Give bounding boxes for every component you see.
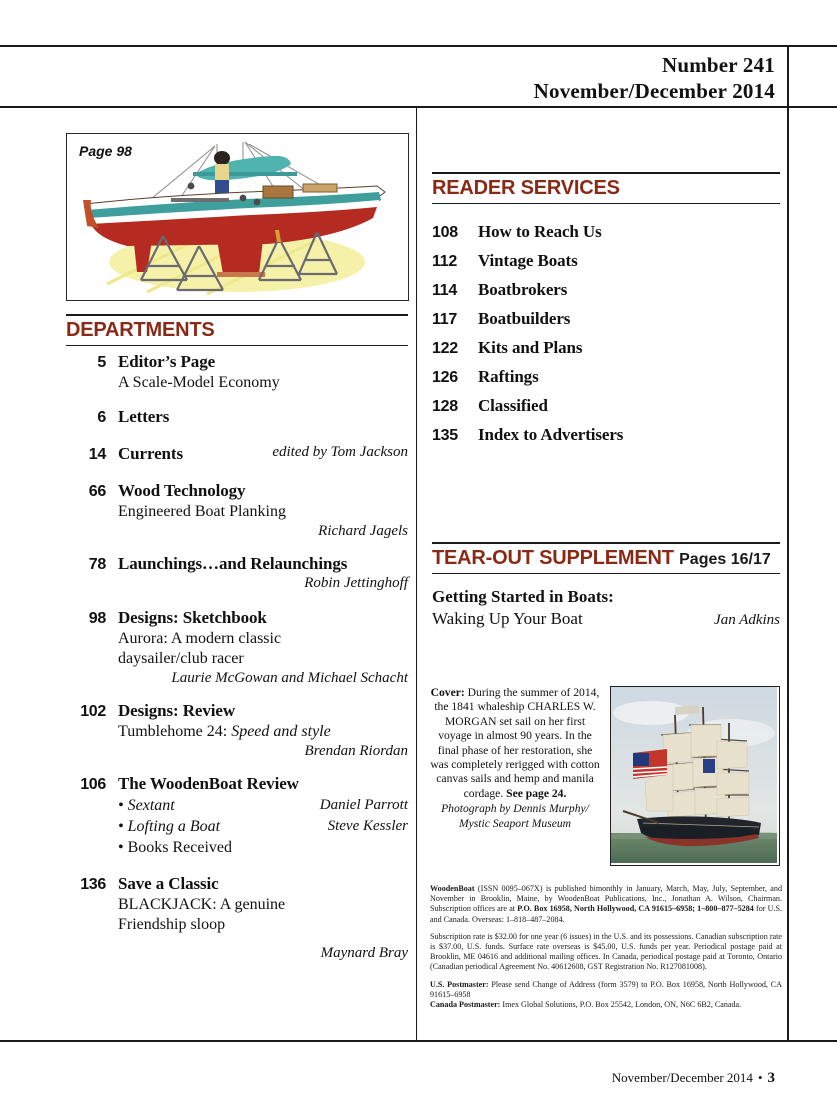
supplement-pages: Pages 16/17	[679, 551, 771, 568]
toc-entry-subtitle: Engineered Boat Planking	[118, 503, 286, 520]
reader-services-label: How to Reach Us	[478, 222, 602, 241]
toc-bullet-item	[118, 795, 408, 816]
supplement-author: Jan Adkins	[714, 612, 780, 628]
toc-entry[interactable]	[66, 608, 408, 687]
reader-services-item[interactable]	[432, 425, 780, 445]
reader-services-label: Boatbrokers	[478, 280, 568, 299]
toc-bullet-author: Daniel Parrott	[319, 797, 408, 813]
reader-services-page: 117	[432, 311, 457, 328]
cover-caption-text-1: During the summer of 2014, the 1841 whaleship	[434, 686, 600, 714]
toc-entry-author: Laurie McGowan and Michael Schacht	[171, 670, 408, 686]
reader-services-page: 122	[432, 340, 458, 357]
page-right-border	[787, 45, 789, 1042]
toc-entry-title: Currents	[118, 444, 183, 463]
publication-fine-print	[430, 884, 782, 1017]
reader-services-item[interactable]	[432, 396, 780, 416]
masthead	[534, 52, 775, 105]
departments-heading: DEPARTMENTS	[66, 319, 215, 341]
column-divider-rule	[416, 108, 417, 1040]
toc-entry[interactable]	[66, 407, 408, 427]
reader-services-page: 135	[432, 427, 458, 444]
toc-entry-author: Maynard Bray	[320, 945, 408, 961]
reader-services-rule-bottom	[432, 203, 780, 204]
supplement-subtitle: Waking Up Your Boat	[432, 609, 583, 628]
toc-bullet-text: • Lofting a Boat	[118, 818, 221, 835]
departments-rule-bottom	[66, 345, 408, 346]
cover-ship-name: CHARLES W. MORGAN	[444, 700, 596, 728]
fine-print-text-1c: for U.S. and Canada. Overseas: 1–818–487–2084.	[430, 904, 783, 924]
supplement-rule-bottom	[432, 573, 780, 574]
reader-services-label: Vintage Boats	[478, 251, 578, 270]
toc-entry-page: 5	[97, 354, 106, 371]
toc-entry-title: Designs: Review	[118, 701, 236, 720]
cover-photo	[610, 686, 780, 866]
toc-subtitle-plain: Tumblehome 24:	[118, 723, 232, 740]
cover-caption-text-2: set sail on her first voyage in almost 90 years. In the final phase of her restoration, she was completely rerigged with cotton canvas sails and hemp and manila cordage.	[430, 714, 600, 800]
toc-entry-title: Letters	[118, 407, 170, 426]
toc-entry[interactable]	[66, 701, 408, 760]
reader-services-list	[432, 222, 780, 454]
toc-entry[interactable]	[66, 352, 408, 393]
toc-subtitle-italic: Speed and style	[231, 723, 331, 740]
fine-print-para-3	[430, 980, 782, 1011]
toc-entry-author: Robin Jettinghoff	[304, 575, 408, 591]
reader-services-heading: READER SERVICES	[432, 177, 620, 199]
toc-entry-title: The WoodenBoat Review	[118, 774, 299, 793]
fine-print-text-1a: (ISSN 0095–067X) is published bimonthly in January, March, May, July, September, and November in Brooklin, Maine, by WoodenBoat Publications, Inc., Jonathan A. Wilson, Chairman. Subscription offices are at	[430, 884, 782, 914]
fine-print-publication-name: WoodenBoat	[430, 884, 475, 893]
cover-block	[430, 686, 782, 866]
toc-entry-title: Launchings…and Relaunchings	[118, 554, 348, 573]
cover-photo-credit: Photograph by Dennis Murphy/ Mystic Seaport Museum	[441, 802, 589, 830]
toc-entry-title: Editor’s Page	[118, 352, 216, 371]
toc-entry-page: 102	[80, 703, 106, 720]
toc-bullet-item	[118, 816, 408, 837]
reader-services-label: Kits and Plans	[478, 338, 583, 357]
toc-entry-page: 78	[88, 556, 106, 573]
page-footer	[612, 1070, 775, 1087]
toc-entry[interactable]	[66, 554, 408, 592]
reader-services-label: Index to Advertisers	[478, 425, 624, 444]
footer-separator: •	[757, 1070, 763, 1085]
supplement-entry[interactable]	[432, 587, 780, 629]
reader-services-item[interactable]	[432, 367, 780, 387]
tear-out-supplement-section	[432, 542, 780, 629]
toc-entry-subtitle: A Scale-Model Economy	[118, 374, 280, 391]
supplement-heading	[432, 544, 780, 573]
reader-services-label: Raftings	[478, 367, 539, 386]
toc-entry-title: Save a Classic	[118, 874, 219, 893]
toc-bullet-list	[66, 795, 408, 858]
issue-number: Number 241	[661, 53, 775, 77]
sailboat-illustration	[66, 133, 409, 301]
toc-entry-subtitle: Aurora: A modern classic daysailer/club racer	[118, 630, 282, 667]
departments-section-header	[66, 314, 408, 346]
fine-print-para-2: Subscription rate is $32.00 for one year (6 issues) in the U.S. and its possessions. Canadian subscription rate is $37.00, U.S. funds. Surface rate overseas is $45.00, U.S. funds per year. Periodical postage paid at Brooklin, ME 04616 and additional mailing offices. In Canada, periodical postage paid at Toronto, Ontario (Canadian periodical Agreement No. 40612608, GST Registration No. R127081008).	[430, 931, 782, 972]
toc-entry[interactable]	[66, 481, 408, 540]
header-rule-top	[0, 45, 837, 47]
reader-services-page: 112	[432, 253, 457, 270]
canada-postmaster-text: Imex Global Solutions, P.O. Box 25542, London, ON, N6C 6B2, Canada.	[500, 1000, 742, 1010]
toc-entry-author: Brendan Riordan	[304, 743, 408, 759]
reader-services-page: 126	[432, 369, 458, 386]
toc-entry-page: 106	[80, 776, 106, 793]
toc-entry-page: 136	[80, 876, 106, 893]
us-postmaster-label: U.S. Postmaster:	[430, 979, 489, 989]
canada-postmaster-label: Canada Postmaster:	[430, 1000, 501, 1010]
toc-entry-page: 14	[88, 446, 106, 463]
toc-entry-author: Richard Jagels	[318, 523, 408, 539]
reader-services-item[interactable]	[432, 338, 780, 358]
illustration-page-label: Page 98	[79, 143, 132, 159]
toc-entry-page: 66	[88, 483, 106, 500]
toc-entry-subtitle: BLACKJACK: A genuine Friendship sloop	[118, 896, 286, 933]
toc-bullet-text: • Books Received	[118, 839, 233, 856]
toc-entry-page: 6	[97, 409, 106, 426]
reader-services-label: Boatbuilders	[478, 309, 571, 328]
toc-entry-title: Designs: Sketchbook	[118, 608, 267, 627]
reader-services-item[interactable]	[432, 222, 780, 242]
reader-services-section-header	[432, 172, 780, 204]
toc-entry[interactable]	[66, 774, 408, 858]
reader-services-page: 128	[432, 398, 458, 415]
footer-date: November/December 2014	[611, 1070, 753, 1085]
cover-see-page: See page 24.	[506, 786, 567, 800]
reader-services-page: 108	[432, 224, 458, 241]
reader-services-label: Classified	[478, 396, 548, 415]
supplement-heading-text: TEAR-OUT SUPPLEMENT	[432, 547, 674, 569]
toc-entry-page: 98	[88, 610, 106, 627]
reader-services-item[interactable]	[432, 309, 780, 329]
toc-entry[interactable]	[66, 874, 408, 962]
reader-services-item[interactable]	[432, 280, 780, 300]
toc-entry[interactable]	[66, 444, 408, 464]
supplement-title: Getting Started in Boats:	[432, 587, 614, 606]
toc-entry-byline: edited by Tom Jackson	[272, 444, 408, 460]
cover-caption	[430, 686, 600, 866]
departments-list	[66, 352, 408, 976]
header-rule-bottom	[0, 106, 837, 108]
fine-print-para-1	[430, 884, 782, 925]
us-postmaster-text: Please send Change of Address (form 3579) to P.O. Box 16958, North Hollywood, CA 91615–6958	[430, 979, 782, 999]
toc-entry-subtitle	[66, 722, 408, 742]
issue-date: November/December 2014	[533, 79, 775, 103]
charles-w-morgan-whaleship-icon	[611, 687, 777, 863]
toc-bullet-item	[118, 837, 408, 858]
toc-bullet-text: • Sextant	[118, 797, 175, 814]
cover-caption-lead: Cover:	[430, 686, 465, 699]
footer-page-number: 3	[767, 1070, 775, 1086]
reader-services-page: 114	[432, 282, 457, 299]
toc-bullet-author: Steve Kessler	[327, 818, 408, 834]
fine-print-address: P.O. Box 16958, North Hollywood, CA 91615–6958; 1–800–877–5284	[517, 904, 754, 914]
toc-entry-title: Wood Technology	[118, 481, 246, 500]
page-bottom-rule	[0, 1040, 837, 1042]
reader-services-item[interactable]	[432, 251, 780, 271]
